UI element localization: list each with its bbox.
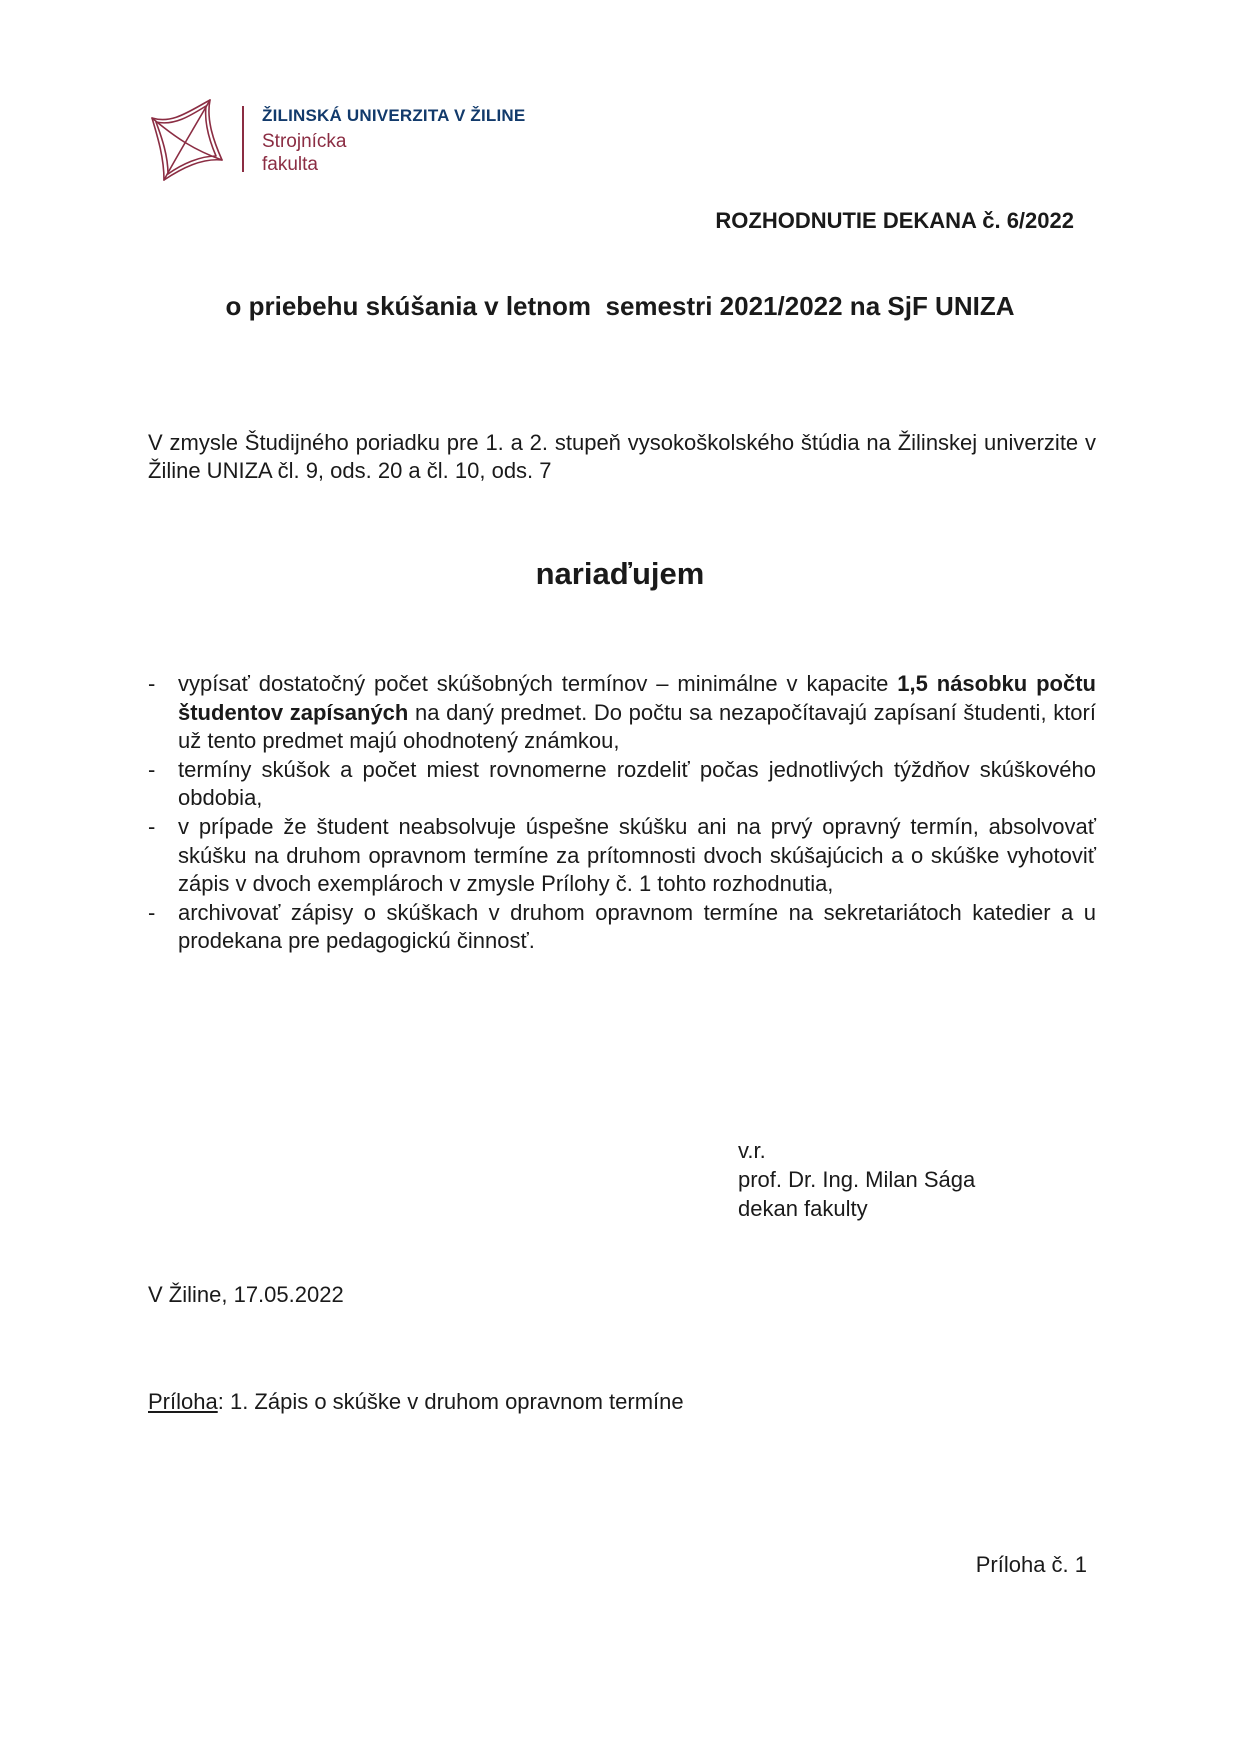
attachment-text: 1. Zápis o skúške v druhom opravnom termíne <box>223 1389 684 1414</box>
faculty-logo <box>146 98 546 188</box>
logo-divider <box>242 106 244 172</box>
order-item-3-text: v prípade že študent neabsolvuje úspešne skúšku ani na prvý opravný termín, absolvovať skúšku na druhom opravnom termíne za prítomnosti dvoch skúšajúcich a o skúške vyhotoviť zápis v dvoch exemplároch v zmysle Prílohy č. 1 tohto rozhodnutia, <box>178 813 1096 897</box>
order-heading: nariaďujem <box>535 556 705 591</box>
list-marker: - <box>148 899 156 925</box>
order-item-4 <box>148 899 1096 956</box>
order-item-3 <box>148 813 1096 899</box>
attachment-separator: : <box>217 1389 224 1414</box>
place-date: V Žiline, 17.05.2022 <box>148 1282 344 1307</box>
order-item-1-text-start: vypísať dostatočný počet skúšobných termínov – minimálne v kapacite <box>178 671 898 696</box>
order-item-1-bold: 1,5 násobku počtu študentov zapísaných <box>178 671 1096 725</box>
order-item-2 <box>148 756 1096 813</box>
attachment-label: Príloha <box>148 1389 218 1414</box>
list-marker: - <box>148 813 156 839</box>
signature-vr: v.r. <box>738 1138 766 1163</box>
decision-number: ROZHODNUTIE DEKANA č. 6/2022 <box>715 208 1074 233</box>
order-item-1 <box>148 670 1096 756</box>
order-item-1-text-end: na daný predmet. Do počtu sa nezapočítavajú zapísaní študenti, ktorí už tento predmet majú ohodnotený známkou, <box>178 699 1096 754</box>
faculty-name-line2: fakulta <box>262 154 318 175</box>
signatory-name: prof. Dr. Ing. Milan Sága <box>738 1167 976 1192</box>
university-name: ŽILINSKÁ UNIVERZITA V ŽILINE <box>262 106 526 125</box>
attachment-line <box>148 1389 684 1415</box>
decision-title: o priebehu skúšania v letnom semestri 2021/2022 na SjF UNIZA <box>225 291 1015 321</box>
list-marker: - <box>148 671 156 696</box>
order-item-4-text: archivovať zápisy o skúškach v druhom opravnom termíne na sekretariátoch katedier a u prodekana pre pedagogickú činnosť. <box>178 899 1096 954</box>
signature-block <box>738 1136 975 1223</box>
order-item-2-text: termíny skúšok a počet miest rovnomerne rozdeliť počas jednotlivých týždňov skúškového obdobia, <box>178 756 1096 811</box>
faculty-name-line1: Strojnícka <box>262 131 347 152</box>
annex-marker: Príloha č. 1 <box>975 1552 1087 1577</box>
order-list <box>148 670 1096 956</box>
list-marker: - <box>148 756 156 782</box>
signatory-role: dekan fakulty <box>738 1196 868 1221</box>
faculty-name <box>262 130 346 176</box>
intro-text: V zmysle Študijného poriadku pre 1. a 2. stupeň vysokoškolského štúdia na Žilinskej univerzite v Žiline UNIZA čl. 9, ods. 20 a čl. 10, ods. 7 <box>148 430 1096 483</box>
intro-paragraph <box>148 429 1096 485</box>
uniza-star-logo-icon <box>146 98 226 182</box>
